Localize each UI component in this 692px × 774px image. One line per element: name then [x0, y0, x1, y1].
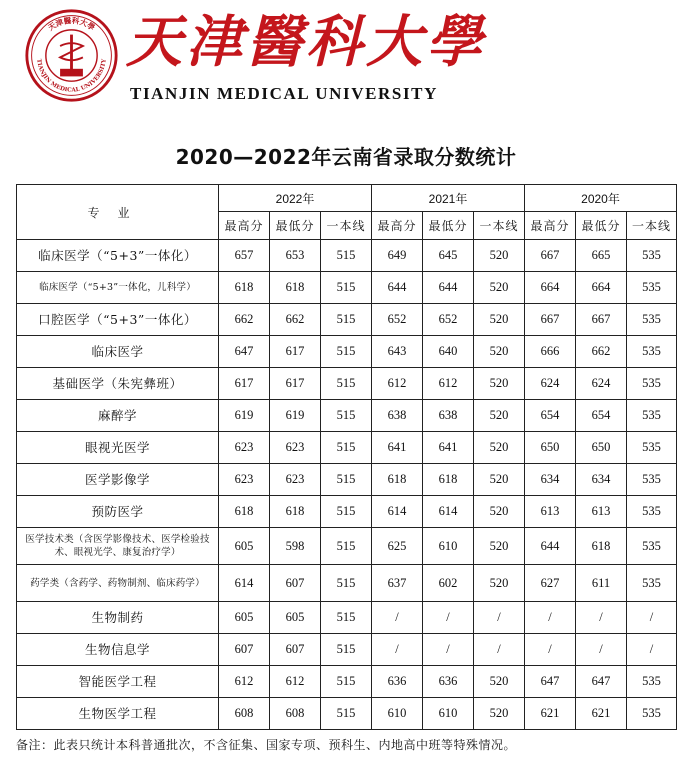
score-cell: 664	[525, 272, 576, 304]
score-cell: 654	[525, 400, 576, 432]
score-cell: 617	[270, 368, 321, 400]
score-cell: 650	[576, 432, 627, 464]
year-header-2022: 2022年	[219, 185, 372, 212]
score-cell: 617	[270, 336, 321, 368]
score-cell: 535	[627, 565, 677, 602]
score-cell: 535	[627, 666, 677, 698]
score-cell: 520	[474, 432, 525, 464]
score-cell: 598	[270, 528, 321, 565]
score-cell: 612	[423, 368, 474, 400]
table-row	[17, 272, 677, 304]
score-cell: 649	[372, 240, 423, 272]
score-cell: 619	[270, 400, 321, 432]
table-row	[17, 400, 677, 432]
score-cell: 520	[474, 400, 525, 432]
score-cell: 623	[219, 464, 270, 496]
footnote: 备注：此表只统计本科普通批次，不含征集、国家专项、预科生、内地高中班等特殊情况。	[16, 738, 517, 752]
table-row	[17, 464, 677, 496]
score-cell: 665	[576, 240, 627, 272]
score-cell: 612	[270, 666, 321, 698]
subheader-max: 最高分	[372, 212, 423, 240]
score-cell: 607	[270, 634, 321, 666]
score-cell: 612	[219, 666, 270, 698]
score-cell: 535	[627, 336, 677, 368]
score-cell: 610	[372, 698, 423, 730]
score-cell: 618	[270, 496, 321, 528]
major-name-cell: 医学影像学	[17, 464, 219, 496]
score-cell: 515	[321, 272, 372, 304]
score-cell: 638	[372, 400, 423, 432]
score-cell: 657	[219, 240, 270, 272]
score-cell: 618	[219, 496, 270, 528]
score-cell: /	[474, 634, 525, 666]
subheader-line: 一本线	[474, 212, 525, 240]
score-cell: 618	[372, 464, 423, 496]
university-seal-icon	[24, 8, 119, 103]
score-cell: 515	[321, 666, 372, 698]
subheader-min: 最低分	[576, 212, 627, 240]
score-cell: 612	[372, 368, 423, 400]
subheader-max: 最高分	[219, 212, 270, 240]
score-table-body	[17, 240, 677, 730]
score-cell: /	[576, 602, 627, 634]
score-cell: 653	[270, 240, 321, 272]
score-cell: 520	[474, 464, 525, 496]
score-cell: 667	[525, 240, 576, 272]
score-cell: 618	[576, 528, 627, 565]
seal-text-top: 天津醫科大學	[46, 16, 97, 33]
score-cell: 535	[627, 698, 677, 730]
score-cell: 520	[474, 528, 525, 565]
score-cell: /	[627, 634, 677, 666]
score-cell: 662	[270, 304, 321, 336]
score-cell: 515	[321, 432, 372, 464]
major-name-cell: 麻醉学	[17, 400, 219, 432]
table-row	[17, 698, 677, 730]
score-cell: 662	[219, 304, 270, 336]
score-cell: 638	[423, 400, 474, 432]
score-cell: 535	[627, 496, 677, 528]
score-cell: 617	[219, 368, 270, 400]
table-row	[17, 368, 677, 400]
major-name-cell: 基础医学（朱宪彝班）	[17, 368, 219, 400]
major-name-cell: 眼视光医学	[17, 432, 219, 464]
table-row	[17, 602, 677, 634]
score-cell: 625	[372, 528, 423, 565]
score-cell: 515	[321, 336, 372, 368]
major-name-cell: 生物信息学	[17, 634, 219, 666]
major-name-cell: 生物医学工程	[17, 698, 219, 730]
score-cell: 644	[423, 272, 474, 304]
score-cell: 627	[525, 565, 576, 602]
score-cell: 650	[525, 432, 576, 464]
score-cell: 618	[423, 464, 474, 496]
seal-text-bottom: TIANJIN MEDICAL UNIVERSITY	[35, 58, 108, 94]
score-cell: 623	[270, 464, 321, 496]
seal-year: 1951	[63, 68, 80, 77]
score-cell: /	[372, 602, 423, 634]
score-cell: 515	[321, 368, 372, 400]
score-cell: /	[525, 602, 576, 634]
table-row	[17, 432, 677, 464]
major-name-cell: 预防医学	[17, 496, 219, 528]
major-name-cell: 智能医学工程	[17, 666, 219, 698]
score-cell: 535	[627, 528, 677, 565]
score-cell: 520	[474, 240, 525, 272]
score-cell: 520	[474, 336, 525, 368]
score-cell: 608	[219, 698, 270, 730]
score-cell: 623	[219, 432, 270, 464]
score-cell: 644	[525, 528, 576, 565]
score-cell: 662	[576, 336, 627, 368]
score-cell: 535	[627, 304, 677, 336]
score-cell: 610	[423, 698, 474, 730]
score-cell: 667	[525, 304, 576, 336]
table-row	[17, 304, 677, 336]
brand-name-en: TIANJIN MEDICAL UNIVERSITY	[130, 84, 438, 103]
subheader-min: 最低分	[423, 212, 474, 240]
score-cell: 644	[372, 272, 423, 304]
score-cell: /	[474, 602, 525, 634]
score-cell: 652	[423, 304, 474, 336]
score-cell: 621	[576, 698, 627, 730]
score-cell: 618	[219, 272, 270, 304]
score-cell: 515	[321, 528, 372, 565]
major-name-cell: 临床医学（“5+3”一体化）	[17, 240, 219, 272]
score-cell: 535	[627, 400, 677, 432]
table-row	[17, 496, 677, 528]
score-cell: 535	[627, 240, 677, 272]
score-cell: 640	[423, 336, 474, 368]
score-cell: 666	[525, 336, 576, 368]
score-cell: 643	[372, 336, 423, 368]
score-cell: 515	[321, 565, 372, 602]
score-cell: 624	[576, 368, 627, 400]
score-cell: 520	[474, 368, 525, 400]
score-cell: 605	[219, 528, 270, 565]
score-cell: 520	[474, 272, 525, 304]
major-name-cell: 医学技术类（含医学影像技术、医学检验技术、眼视光学、康复治疗学）	[17, 528, 219, 565]
score-cell: 605	[270, 602, 321, 634]
score-cell: 520	[474, 304, 525, 336]
major-name-cell: 临床医学	[17, 336, 219, 368]
score-cell: 664	[576, 272, 627, 304]
score-cell: 520	[474, 666, 525, 698]
table-row	[17, 336, 677, 368]
major-column-header: 专业	[17, 185, 219, 240]
score-cell: 621	[525, 698, 576, 730]
table-row	[17, 666, 677, 698]
score-cell: 652	[372, 304, 423, 336]
score-cell: 667	[576, 304, 627, 336]
score-cell: 641	[423, 432, 474, 464]
score-cell: 515	[321, 634, 372, 666]
score-cell: 641	[372, 432, 423, 464]
score-cell: 520	[474, 565, 525, 602]
score-cell: 614	[423, 496, 474, 528]
score-cell: /	[372, 634, 423, 666]
score-cell: 613	[525, 496, 576, 528]
score-cell: 613	[576, 496, 627, 528]
score-cell: 515	[321, 496, 372, 528]
score-cell: 515	[321, 602, 372, 634]
score-cell: 610	[423, 528, 474, 565]
score-cell: /	[423, 634, 474, 666]
score-cell: 535	[627, 432, 677, 464]
score-cell: 636	[372, 666, 423, 698]
table-row	[17, 565, 677, 602]
score-cell: 515	[321, 304, 372, 336]
year-header-2021: 2021年	[372, 185, 525, 212]
score-cell: 645	[423, 240, 474, 272]
major-name-cell: 生物制药	[17, 602, 219, 634]
score-cell: 515	[321, 240, 372, 272]
table-row	[17, 634, 677, 666]
score-cell: 647	[576, 666, 627, 698]
score-cell: 647	[219, 336, 270, 368]
subheader-line: 一本线	[321, 212, 372, 240]
score-cell: 614	[372, 496, 423, 528]
score-cell: 607	[270, 565, 321, 602]
score-cell: /	[576, 634, 627, 666]
score-cell: 624	[525, 368, 576, 400]
table-row	[17, 240, 677, 272]
score-cell: 535	[627, 272, 677, 304]
major-name-cell: 药学类（含药学、药物制剂、临床药学）	[17, 565, 219, 602]
score-cell: 535	[627, 464, 677, 496]
major-name-cell: 临床医学（“5+3”一体化，儿科学）	[17, 272, 219, 304]
subheader-min: 最低分	[270, 212, 321, 240]
score-cell: /	[525, 634, 576, 666]
score-cell: 636	[423, 666, 474, 698]
score-cell: 647	[525, 666, 576, 698]
major-name-cell: 口腔医学（“5+3”一体化）	[17, 304, 219, 336]
score-cell: 602	[423, 565, 474, 602]
score-cell: 623	[270, 432, 321, 464]
score-cell: 605	[219, 602, 270, 634]
score-cell: 614	[219, 565, 270, 602]
score-cell: /	[423, 602, 474, 634]
table-row	[17, 528, 677, 565]
score-cell: 634	[525, 464, 576, 496]
score-cell: /	[627, 602, 677, 634]
score-cell: 515	[321, 698, 372, 730]
score-cell: 520	[474, 698, 525, 730]
score-cell: 515	[321, 400, 372, 432]
score-cell: 611	[576, 565, 627, 602]
score-cell: 520	[474, 496, 525, 528]
score-cell: 607	[219, 634, 270, 666]
score-cell: 654	[576, 400, 627, 432]
year-header-2020: 2020年	[525, 185, 677, 212]
score-cell: 608	[270, 698, 321, 730]
score-cell: 634	[576, 464, 627, 496]
subheader-max: 最高分	[525, 212, 576, 240]
brand-name-cn: 天津醫科大學	[126, 9, 486, 75]
score-cell: 618	[270, 272, 321, 304]
document-title: 2020—2022年云南省录取分数统计	[175, 145, 517, 169]
score-table	[16, 184, 677, 730]
score-cell: 535	[627, 368, 677, 400]
subheader-line: 一本线	[627, 212, 677, 240]
score-cell: 619	[219, 400, 270, 432]
score-cell: 515	[321, 464, 372, 496]
header	[0, 0, 692, 110]
score-cell: 637	[372, 565, 423, 602]
